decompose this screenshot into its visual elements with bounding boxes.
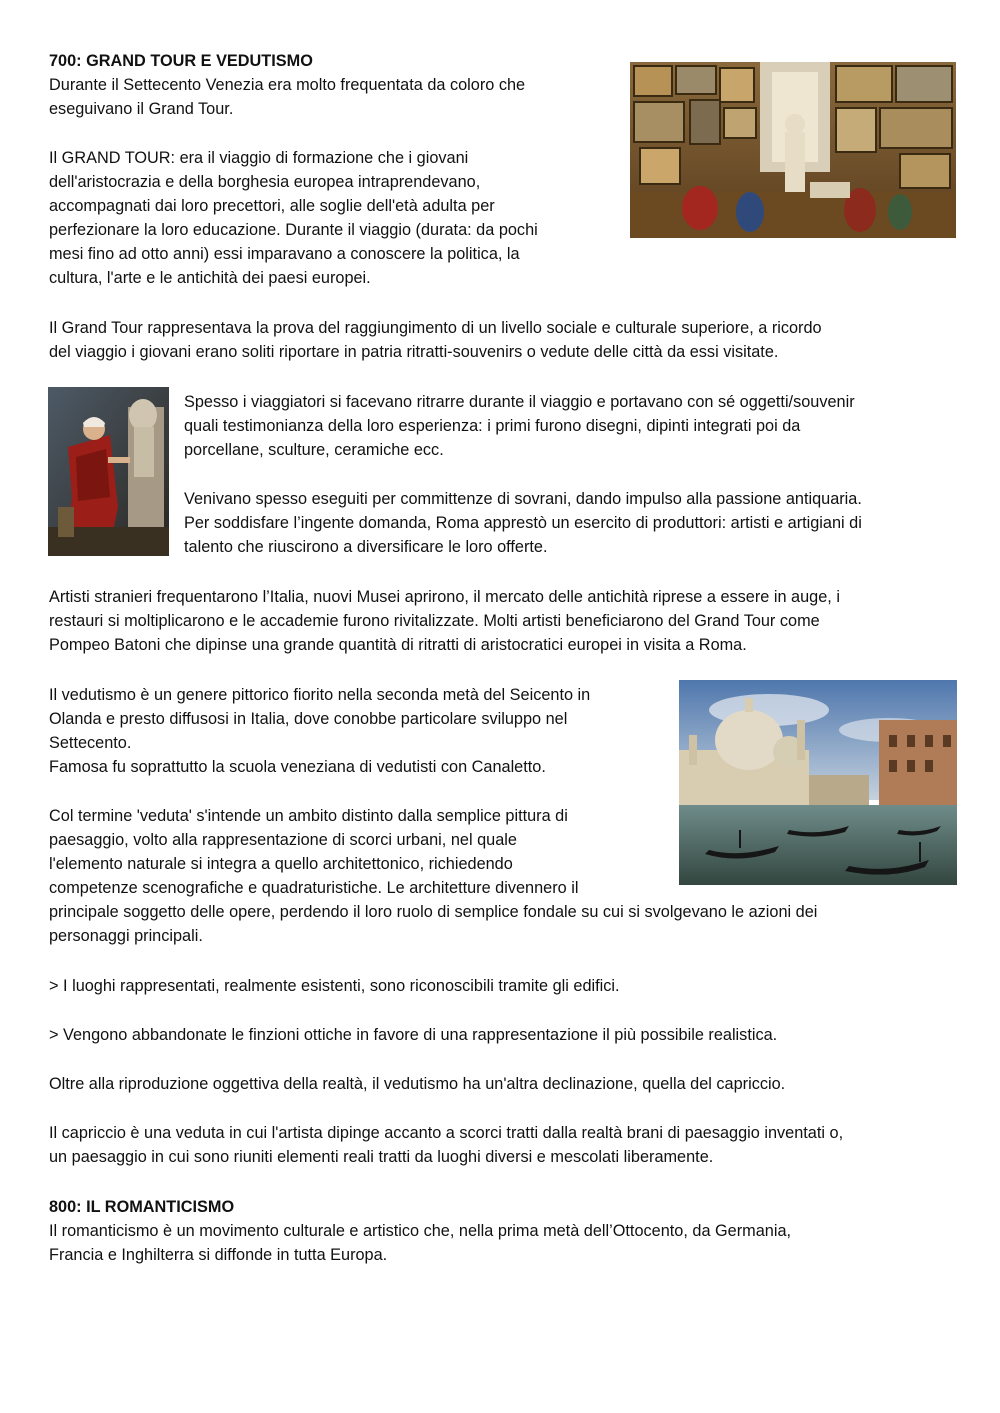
- text-line: Famosa fu soprattutto la scuola veneziana di vedutisti con Canaletto.: [49, 758, 546, 776]
- text-line: Il capriccio è una veduta in cui l'artista dipinge accanto a scorci tratti dalla realtà brani di paesaggio inventati o,: [49, 1124, 844, 1142]
- text-line: l'elemento naturale si integra a quello architettonico, richiedendo: [49, 855, 513, 873]
- text-line: Artisti stranieri frequentarono l’Italia, nuovi Musei aprirono, il mercato delle antichità riprese a essere in auge, i: [49, 588, 840, 606]
- section-heading-romanticismo: 800: IL ROMANTICISMO: [49, 1198, 235, 1216]
- text-line: Il Grand Tour rappresentava la prova del raggiungimento di un livello sociale e culturale superiore, a ricordo: [49, 319, 822, 337]
- text-line: Il vedutismo è un genere pittorico fiorito nella seconda metà del Seicento in: [49, 686, 591, 704]
- text-line: paesaggio, volto alla rappresentazione di scorci urbani, nel quale: [49, 831, 517, 849]
- text-line: Il GRAND TOUR: era il viaggio di formazione che i giovani: [49, 149, 469, 167]
- text-line: > Vengono abbandonate le finzioni ottiche in favore di una rappresentazione il più possibile realistica.: [49, 1026, 778, 1044]
- text-line: Spesso i viaggiatori si facevano ritrarre durante il viaggio e portavano con sé oggetti/souvenir: [184, 393, 855, 411]
- text-line: Col termine 'veduta' s'intende un ambito distinto dalla semplice pittura di: [49, 807, 568, 825]
- text-line: Il romanticismo è un movimento culturale e artistico che, nella prima metà dell’Ottocento, da Germania,: [49, 1222, 792, 1240]
- text-line: Venivano spesso eseguiti per committenze di sovrani, dando impulso alla passione antiquaria.: [184, 490, 862, 508]
- text-line: Oltre alla riproduzione oggettiva della realtà, il vedutismo ha un'altra declinazione, quella del capriccio.: [49, 1075, 786, 1093]
- text-line: eseguivano il Grand Tour.: [49, 100, 234, 118]
- text-line: Settecento.: [49, 734, 132, 752]
- text-line: Pompeo Batoni che dipinse una grande quantità di ritratti di aristocratici europei in visita a Roma.: [49, 636, 747, 654]
- text-line: dell'aristocrazia e della borghesia europea intraprendevano,: [49, 173, 481, 191]
- text-line: > I luoghi rappresentati, realmente esistenti, sono riconoscibili tramite gli edifici.: [49, 977, 620, 995]
- text-line: un paesaggio in cui sono riuniti elementi reali tratti da luoghi diversi e mescolati liberamente.: [49, 1148, 714, 1166]
- text-line: personaggi principali.: [49, 927, 203, 945]
- text-line: restauri si moltiplicarono e le accademie furono rivitalizzate. Molti artisti beneficiarono del Grand Tour come: [49, 612, 820, 630]
- venice-veduta-image: [679, 680, 957, 885]
- text-line: Per soddisfare l’ingente domanda, Roma apprestò un esercito di produttori: artisti e artigiani di: [184, 514, 862, 532]
- text-line: Durante il Settecento Venezia era molto frequentata da coloro che: [49, 76, 526, 94]
- text-line: principale soggetto delle opere, perdendo il loro ruolo di semplice fondale su cui si svolgevano le azioni dei: [49, 903, 818, 921]
- section-heading-grand-tour: 700: GRAND TOUR E VEDUTISMO: [49, 52, 313, 70]
- text-line: Olanda e presto diffusosi in Italia, dove conobbe particolare sviluppo nel: [49, 710, 568, 728]
- portrait-painting-image: [48, 387, 169, 556]
- text-line: mesi fino ad otto anni) essi imparavano a conoscere la politica, la: [49, 245, 520, 263]
- gallery-painting-image: [630, 62, 956, 238]
- text-line: accompagnati dai loro precettori, alle soglie dell'età adulta per: [49, 197, 495, 215]
- text-line: competenze scenografiche e quadraturistiche. Le architetture divennero il: [49, 879, 579, 897]
- text-line: Francia e Inghilterra si diffonde in tutta Europa.: [49, 1246, 388, 1264]
- text-line: porcellane, sculture, ceramiche ecc.: [184, 441, 444, 459]
- text-line: cultura, l'arte e le antichità dei paesi europei.: [49, 269, 371, 287]
- text-line: perfezionare la loro educazione. Durante il viaggio (durata: da pochi: [49, 221, 538, 239]
- text-line: quali testimonianza della loro esperienza: i primi furono disegni, dipinti integrati poi da: [184, 417, 801, 435]
- text-line: talento che riuscirono a diversificare le loro offerte.: [184, 538, 548, 556]
- text-line: del viaggio i giovani erano soliti riportare in patria ritratti-souvenirs o vedute delle città da essi visitate.: [49, 343, 779, 361]
